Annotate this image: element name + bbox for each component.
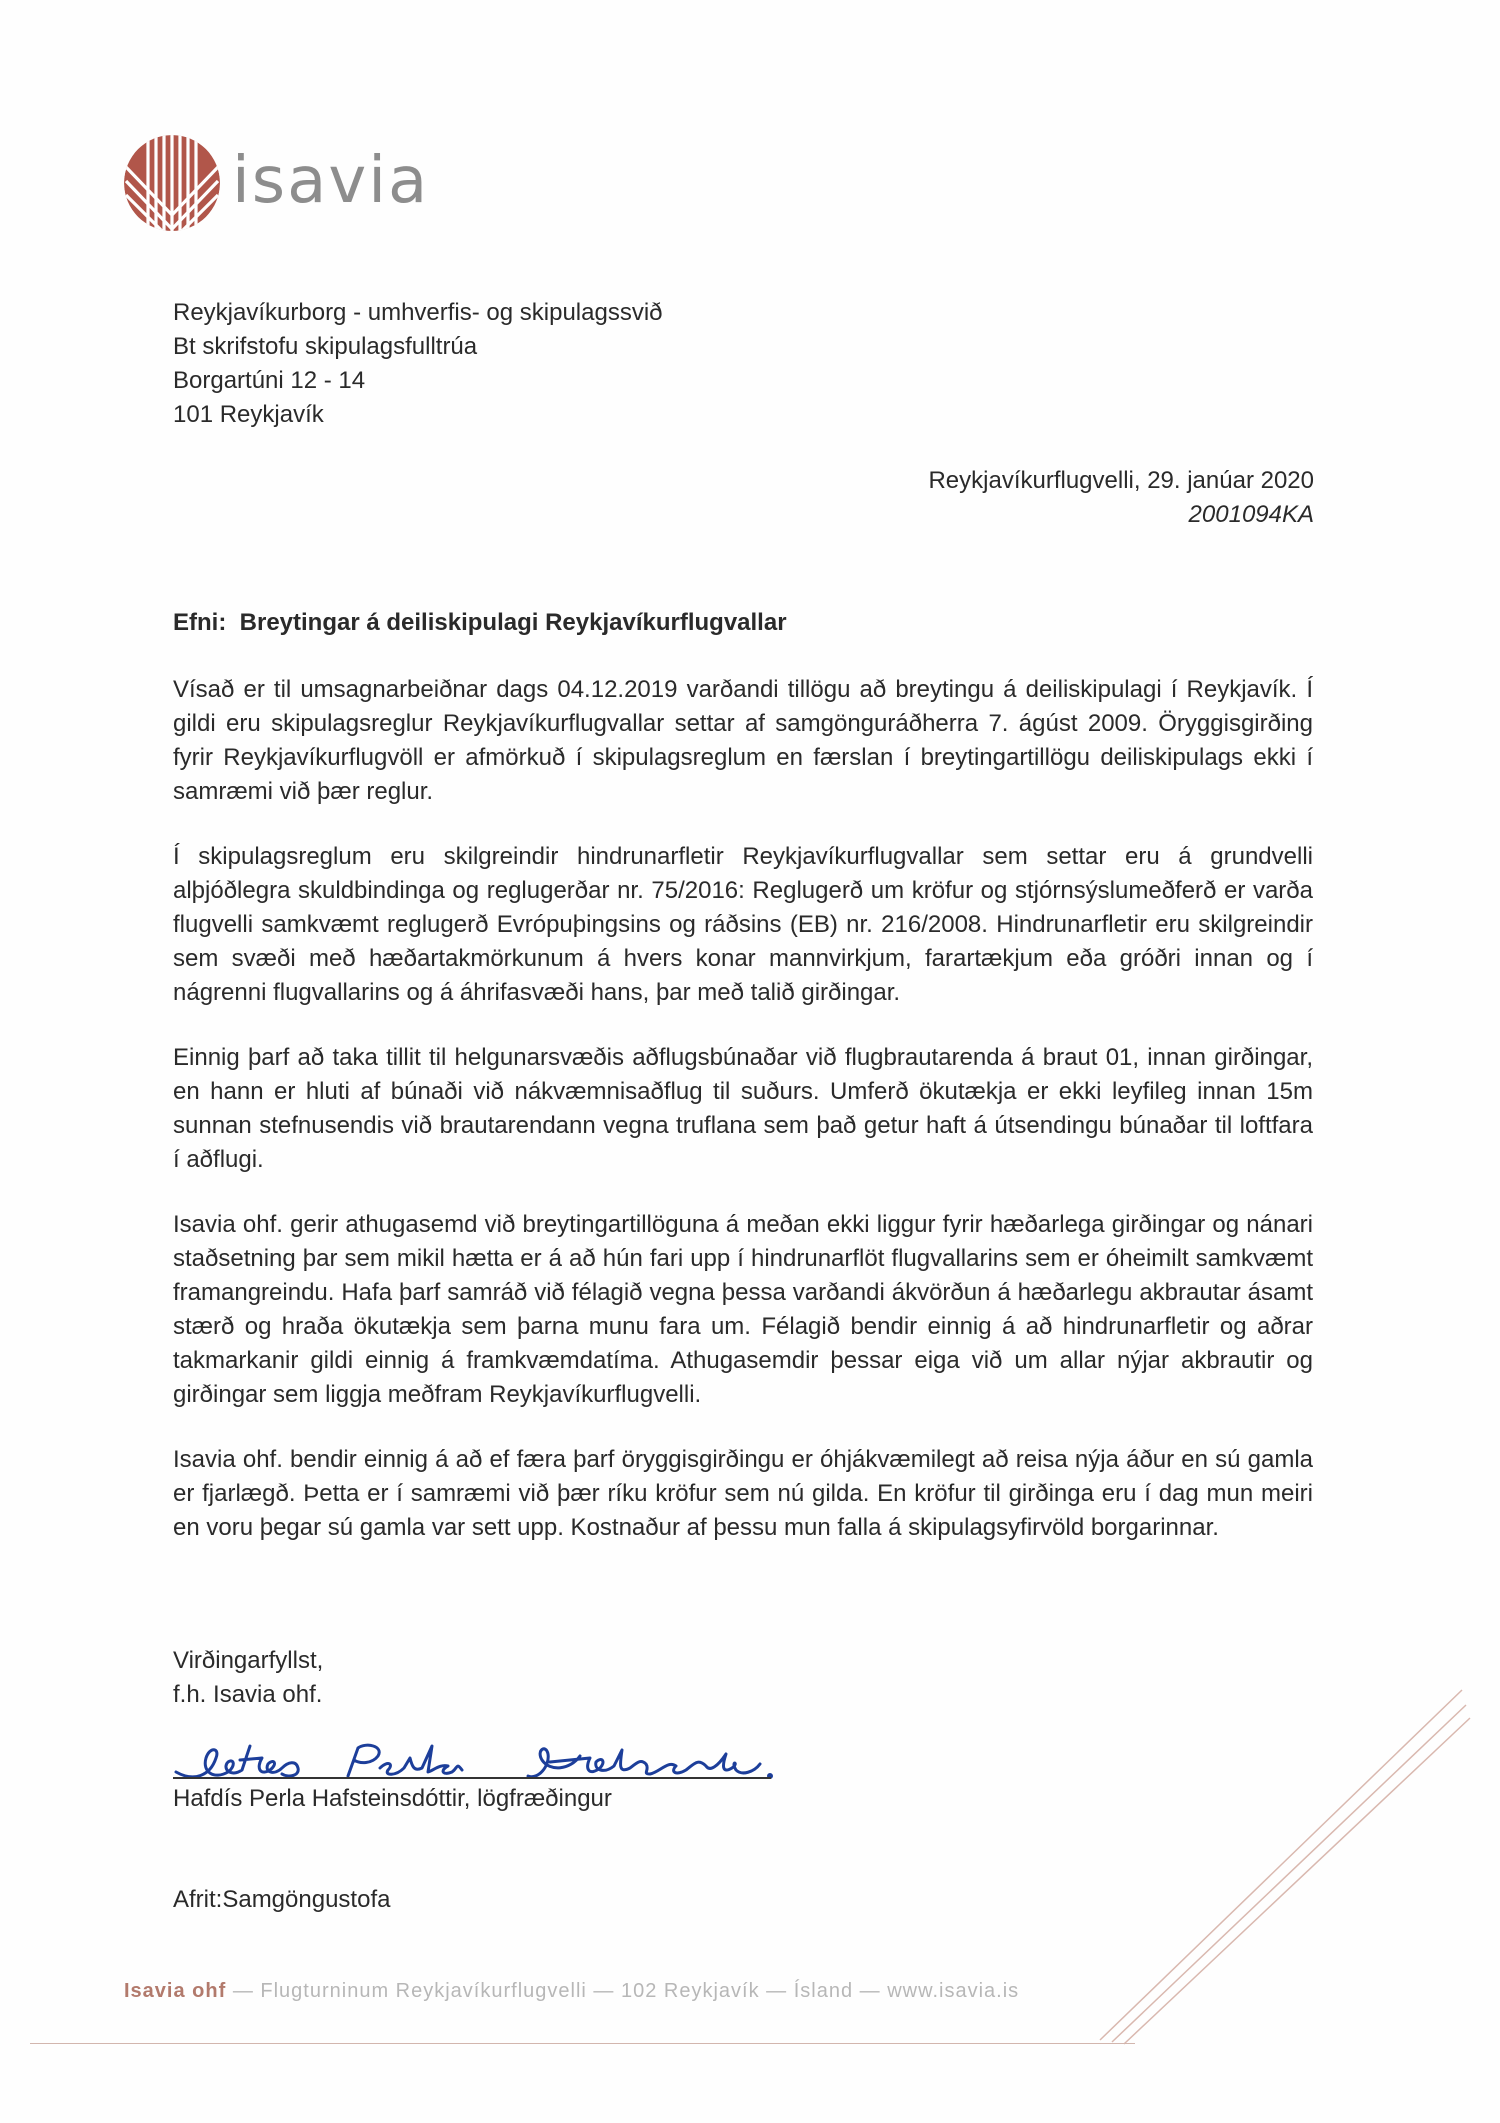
body-paragraph: Isavia ohf. bendir einnig á að ef færa þarf öryggisgirðingu er óhjákvæmilegt að reisa nýja áður en sú gamla er fjarlægð. Þetta er í samræmi við þær ríku kröfur sem nú gilda. En kröfur til girðinga eru í dag mun meiri en voru þegar sú gamla var sett upp. Kostnaður af þessu mun falla á skipulagsyfirvöld borgarinnar.	[173, 1446, 1313, 1541]
footer-divider	[30, 2043, 1135, 2044]
footer-company: Isavia ohf	[124, 1980, 227, 2002]
copy-to: Afrit:Samgöngustofa	[173, 1886, 391, 1913]
footer-postcode: 102 Reykjavík	[620, 1980, 760, 2002]
footer-separator: —	[766, 1980, 788, 2002]
body-paragraph: Í skipulagsreglum eru skilgreindir hindrunarfletir Reykjavíkurflugvallar sem settar eru á grundvelli alþjóðlegra skuldbindinga og reglugerðar nr. 75/2016: Reglugerð um kröfur og stjórnsýslumeðferð er varða flugvelli samkvæmt reglugerð Evrópuþingsins og ráðsins (EB) nr. 216/2008. Hindrunarfletir eru skilgreindir sem svæði með hæðartakmörkunum á hvers konar mannvirkjum, farartækjum eða gróðri innan og í nágrenni flugvallarins og á áhrifasvæði hans, þar með talið girðingar.	[173, 843, 1313, 1006]
footer-separator: —	[593, 1980, 615, 2002]
subject-line: Efni: Breytingar á deiliskipulagi Reykjavíkurflugvallar	[173, 609, 787, 636]
recipient-line: Reykjavíkurborg - umhverfis- og skipulagssvið	[173, 299, 663, 326]
footer-website[interactable]: www.isavia.is	[887, 1980, 1020, 2002]
footer-country: Ísland	[793, 1980, 854, 2002]
letter-date: Reykjavíkurflugvelli, 29. janúar 2020	[928, 467, 1314, 494]
recipient-line: Borgartúni 12 - 14	[173, 367, 366, 394]
signer-name: Hafdís Perla Hafsteinsdóttir, lögfræðingur	[173, 1785, 612, 1812]
body-paragraph: Einnig þarf að taka tillit til helgunarsvæðis aðflugsbúnaðar við flugbrautarenda á braut 01, innan girðingar, en hann er hluti af búnaði við nákvæmnisaðflug til suðurs. Umferð ökutækja er ekki leyfileg innan 15m sunnan stefnusendis við brautarendann vegna truflana sem það getur haft á útsendingu búnaðar til loftfara í aðflugi.	[173, 1044, 1313, 1173]
isavia-wordmark: isavia	[232, 144, 430, 218]
footer-separator: —	[859, 1980, 881, 2002]
closing-behalf: f.h. Isavia ohf.	[173, 1681, 323, 1708]
recipient-line: Bt skrifstofu skipulagsfulltrúa	[173, 333, 478, 360]
letter-footer	[124, 1980, 1019, 2003]
reference-number: 2001094KA	[1188, 501, 1314, 528]
closing-greeting: Virðingarfyllst,	[173, 1647, 324, 1674]
body-paragraph: Isavia ohf. gerir athugasemd við breytingartillöguna á meðan ekki liggur fyrir hæðarlega girðingar og nánari staðsetning þar sem mikil hætta er á að hún fari upp í hindrunarflöt flugvallarins sem er óheimilt samkvæmt framangreindu. Hafa þarf samráð við félagið vegna þessa varðandi ákvörðun á hæðarlegu akbrautar ásamt stærð og hraða ökutækja sem þarna munu fara um. Félagið bendir einnig á að hindrunarfletir og aðrar takmarkanir gildi einnig á framkvæmdatíma. Athugasemdir þessar eiga við um allar nýjar akbrautir og girðingar sem liggja meðfram Reykjavíkurflugvelli.	[173, 1211, 1313, 1408]
footer-address: Flugturninum Reykjavíkurflugvelli	[260, 1980, 587, 2002]
recipient-line: 101 Reykjavík	[173, 401, 324, 428]
footer-separator: —	[232, 1980, 254, 2002]
body-paragraph: Vísað er til umsagnarbeiðnar dags 04.12.2019 varðandi tillögu að breytingu á deiliskipulagi í Reykjavík. Í gildi eru skipulagsreglur Reykjavíkurflugvallar settar af samgönguráðherra 7. ágúst 2009. Öryggisgirðing fyrir Reykjavíkurflugvöll er afmörkuð í skipulagsreglum en færslan í breytingartillögu deiliskipulags ekki í samræmi við þær reglur.	[173, 676, 1313, 805]
